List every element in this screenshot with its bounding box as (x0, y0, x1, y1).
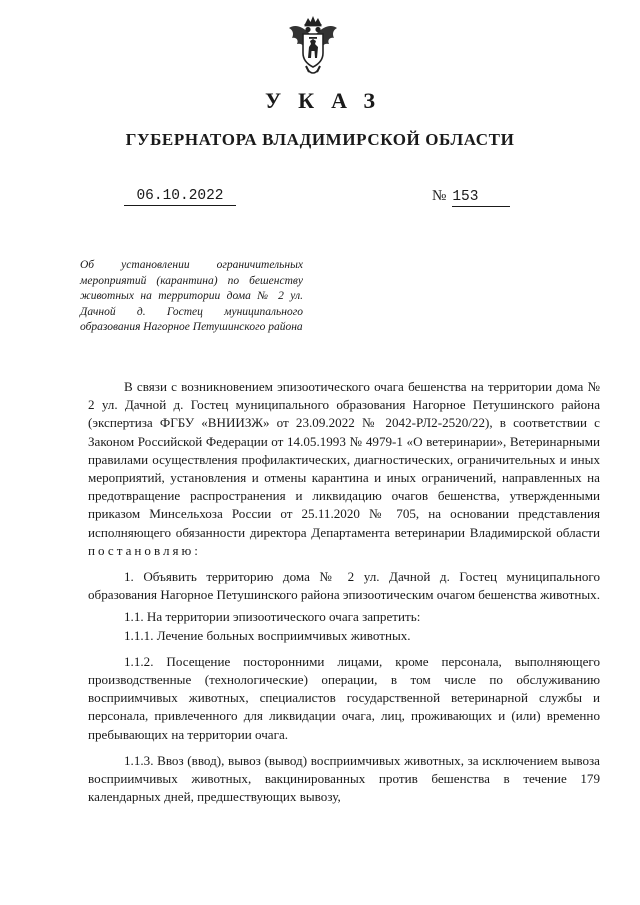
document-body (88, 378, 600, 810)
item-1: 1. Объявить территорию дома № 2 ул. Дачной д. Гостец муниципального образования Нагорное Петушинского района эпизоотическим очагом бешенства животных. (88, 569, 600, 603)
document-number-block (432, 188, 510, 207)
item-1-1: 1.1. На территории эпизоотического очага запретить: (124, 609, 421, 625)
preamble-text: В связи с возникновением эпизоотического очага бешенства на территории дома № 2 ул. Дачной д. Гостец муниципального образования Нагорное Петушинского района (экспертиза ФГБУ «ВНИИЗЖ» от 23.09.2022 № 2042-РЛ2-2520/22), в соответствии с Законом Российской Федерации от 14.05.1993 № 4979-1 «О ветеринарии», Ветеринарными правилами осуществления профилактических, диагностических, ограничительных и иных мероприятий, установления и отмены карантина и иных ограничений, направленных на предотвращение распространения и ликвидацию очагов бешенства, утвержденными приказом Минсельхоза России от 25.11.2020 № 705, на основании представления исполняющего обязанности директора Департамента ветеринарии Владимирской области (88, 379, 600, 540)
document-title: УКАЗ (264, 88, 393, 113)
document-number: 153 (452, 189, 510, 207)
item-1-1-2: 1.1.2. Посещение посторонними лицами, кроме персонала, выполняющего производственные (технологические) операции, в том числе по обслуживанию восприимчивых животных, специалистов государственной ветеринарной службы и персонала, привлеченного для ликвидации очага, лиц, проживающих и (или) временно пребывающих на территории очага. (88, 653, 600, 742)
item-1-1-1: 1.1.1. Лечение больных восприимчивых животных. (124, 627, 411, 643)
issuer-title: ГУБЕРНАТОРА ВЛАДИМИРСКОЙ ОБЛАСТИ (125, 130, 515, 149)
coat-of-arms-icon (286, 14, 340, 76)
document-subject: Об установлении ограничительных мероприятий (карантина) по бешенству животных на территории дома № 2 ул. Дачной д. Гостец муниципального образования Нагорное Петушинского района (80, 259, 303, 334)
preamble-paragraph (88, 378, 600, 560)
decree-word: постановляю: (88, 542, 201, 558)
number-sign: № (432, 188, 447, 204)
document-date: 06.10.2022 (124, 188, 236, 206)
item-1-1-3: 1.1.3. Ввоз (ввод), вывоз (вывод) восприимчивых животных, за исключением вывоза восприимчивых животных, вакцинированных против бешенства в течение 179 календарных дней, предшествующих вывозу, (88, 752, 600, 805)
